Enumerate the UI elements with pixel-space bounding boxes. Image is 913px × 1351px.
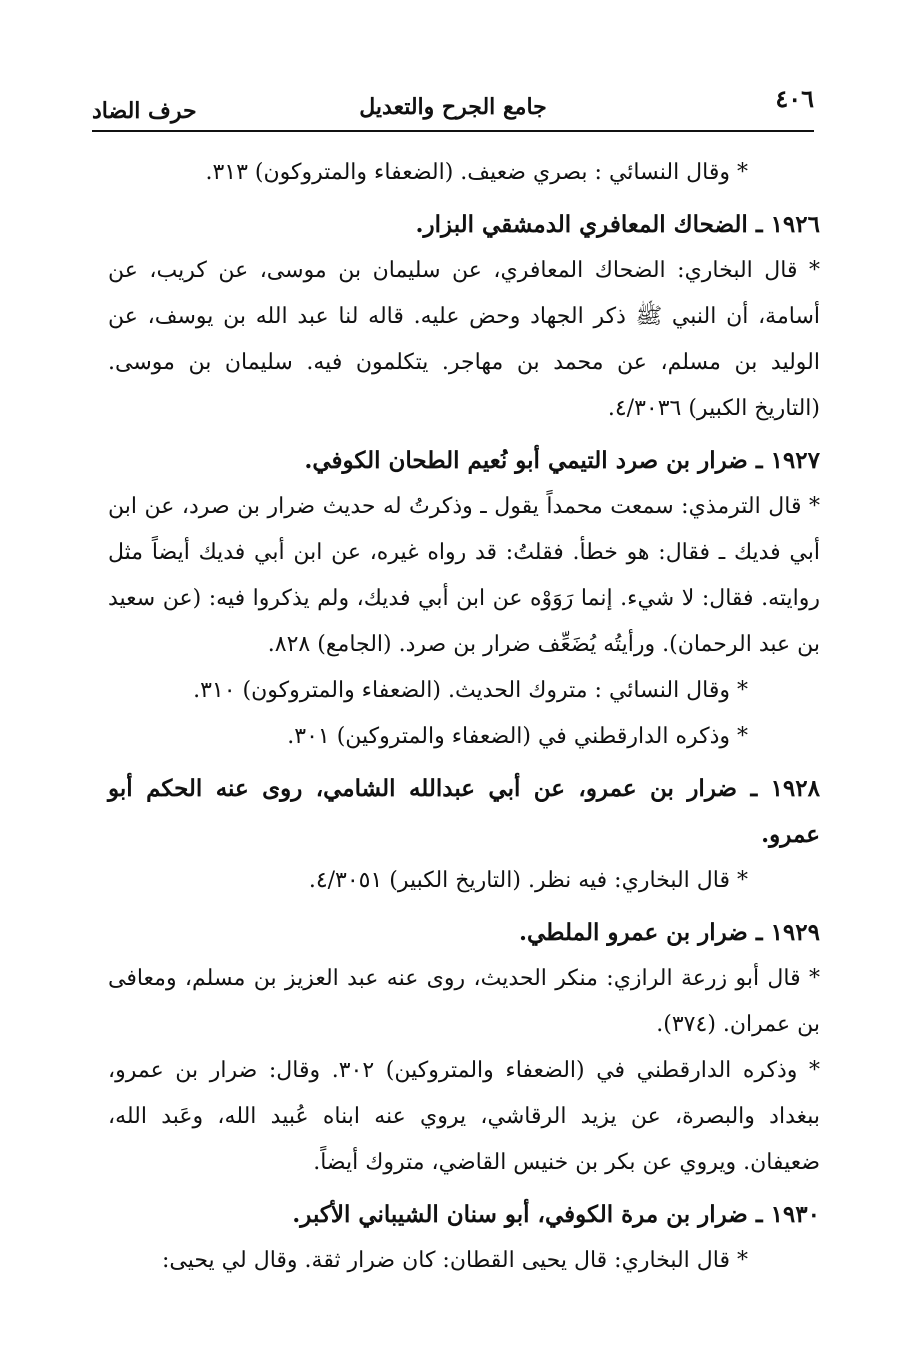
text-paragraph: * قال أبو زرعة الرازي: منكر الحديث، روى عنه عبد العزيز بن مسلم، ومعافى بن عمران. (٣٧٤). — [108, 966, 820, 1037]
section-title: حرف الضاد — [92, 98, 197, 124]
entry-heading: ١٩٢٦ ـ الضحاك المعافري الدمشقي البزار. — [415, 211, 820, 238]
entry-heading: ١٩٢٩ ـ ضرار بن عمرو الملطي. — [519, 919, 820, 946]
entry-heading: ١٩٢٨ ـ ضرار بن عمرو، عن أبي عبدالله الشامي، روى عنه الحكم أبو عمرو. — [108, 775, 820, 848]
text-paragraph: * قال الترمذي: سمعت محمداً يقول ـ وذكرتُ له حديث ضرار بن صرد، عن ابن أبي فديك ـ فقال: هو خطأ. فقلتُ: قد رواه غيره، عن ابن أبي فديك أيضاً مثل روايته. فقال: لا شيء. إنما رَوَوْه عن ابن أبي فديك، ولم يذكروا فيه: (عن سعيد بن عبد الرحمان). ورأيتُه يُضَعِّف ضرار بن صرد. (الجامع) ٨٢٨. — [108, 494, 820, 657]
text-paragraph: * وذكره الدارقطني في (الضعفاء والمتروكين) ٣٠٢. وقال: ضرار بن عمرو، ببغداد والبصرة، عن يزيد الرقاشي، يروي عنه ابناه عُبيد الله، وعَبد الله، ضعيفان. ويروي عن بكر بن خنيس القاضي، متروك أيضاً. — [108, 1058, 821, 1175]
text-paragraph: * وقال النسائي : متروك الحديث. (الضعفاء والمتروكون) ٣١٠. — [193, 678, 748, 703]
page-header — [92, 78, 814, 132]
text-paragraph: * وذكره الدارقطني في (الضعفاء والمتروكين) ٣٠١. — [287, 724, 748, 749]
text-paragraph: * قال البخاري: فيه نظر. (التاريخ الكبير) ٤/٣٠٥١. — [308, 868, 748, 893]
text-paragraph: * قال البخاري: قال يحيى القطان: كان ضرار ثقة. وقال لي يحيى: — [161, 1248, 748, 1273]
entry-heading: ١٩٢٧ ـ ضرار بن صرد التيمي أبو نُعيم الطحان الكوفي. — [304, 447, 820, 474]
page-number: ٤٠٦ — [775, 84, 814, 113]
book-title: جامع الجرح والتعديل — [359, 94, 547, 120]
text-paragraph: * وقال النسائي : بصري ضعيف. (الضعفاء والمتروكون) ٣١٣. — [205, 160, 748, 185]
text-paragraph: * قال البخاري: الضحاك المعافري، عن سليمان بن موسى، عن كريب، عن أسامة، أن النبي ﷺ ذكر الجهاد وحض عليه. قاله لنا عبد الله بن يوسف، عن الوليد بن مسلم، عن محمد بن مهاجر. يتكلمون فيه. سليمان بن موسى. (التاريخ الكبير) ٤/٣٠٣٦. — [108, 258, 820, 421]
entry-heading: ١٩٣٠ ـ ضرار بن مرة الكوفي، أبو سنان الشيباني الأكبر. — [292, 1201, 820, 1228]
page-body — [108, 150, 820, 1284]
